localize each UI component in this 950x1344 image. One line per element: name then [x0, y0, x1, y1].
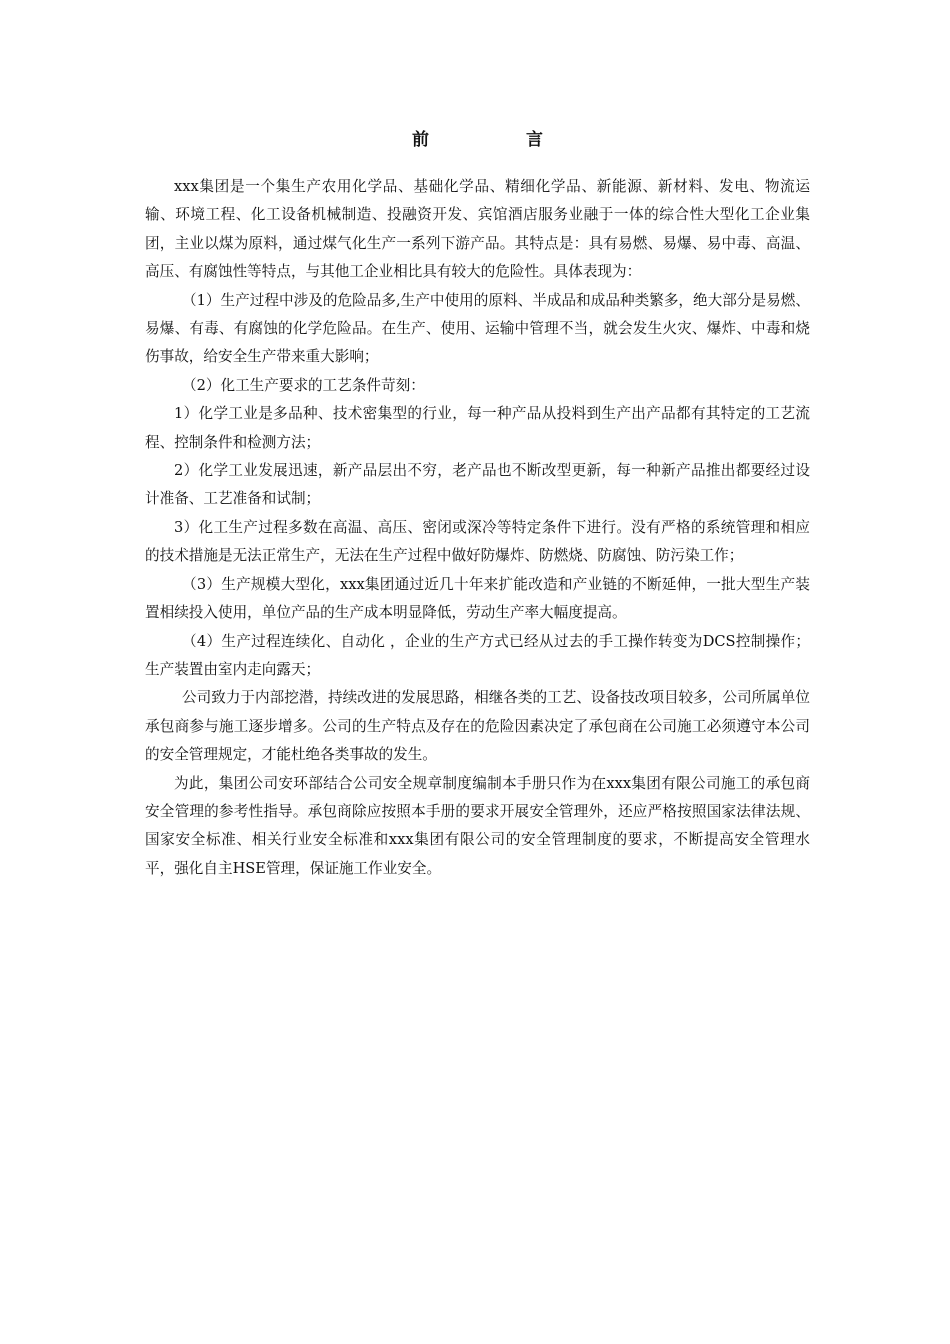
- sub-item-1-paragraph: 1）化学工业是多品种、技术密集型的行业，每一种产品从投料到生产出产品都有其特定的工艺流程、控制条件和检测方法；: [145, 405, 810, 451]
- page-title: 前 言: [412, 130, 583, 150]
- item-4-paragraph: （4）生产过程连续化、自动化 ，企业的生产方式已经从过去的手工操作转变为DCS控制操作；生产装置由室内走向露天；: [145, 632, 810, 678]
- sub-item-2-paragraph: 2）化学工业发展迅速，新产品层出不穷，老产品也不断改型更新，每一种新产品推出都要经过设计准备、工艺准备和试制；: [145, 462, 810, 508]
- intro-paragraph: xxx集团是一个集生产农用化学品、基础化学品、精细化学品、新能源、新材料、发电、物流运输、环境工程、化工设备机械制造、投融资开发、宾馆酒店服务业融于一体的综合性大型化工企业集团，主业以煤为原料，通过煤气化生产一系列下游产品。其特点是：具有易燃、易爆、易中毒、高温、高压、有腐蚀性等特点，与其他工企业相比具有较大的危险性。具体表现为：: [145, 178, 810, 281]
- item-1-paragraph: （1）生产过程中涉及的危险品多,生产中使用的原料、半成品和成品种类繁多，绝大部分是易燃、易爆、有毒、有腐蚀的化学危险品。在生产、使用、运输中管理不当，就会发生火灾、爆炸、中毒和烧伤事故，给安全生产带来重大影响；: [145, 291, 810, 366]
- item-2-paragraph: （2）化工生产要求的工艺条件苛刻：: [182, 376, 425, 394]
- company-paragraph: 公司致力于内部挖潜，持续改进的发展思路，相继各类的工艺、设备技改项目较多，公司所属单位承包商参与施工逐步增多。公司的生产特点及存在的危险因素决定了承包商在公司施工必须遵守本公司的安全管理规定，才能杜绝各类事故的发生。: [145, 689, 810, 764]
- sub-item-3-paragraph: 3）化工生产过程多数在高温、高压、密闭或深冷等特定条件下进行。没有严格的系统管理和相应的技术措施是无法正常生产，无法在生产过程中做好防爆炸、防燃烧、防腐蚀、防污染工作；: [145, 518, 810, 565]
- conclusion-paragraph: 为此，集团公司安环部结合公司安全规章制度编制本手册只作为在xxx集团有限公司施工的承包商安全管理的参考性指导。承包商除应按照本手册的要求开展安全管理外，还应严格按照国家法律法规、国家安全标准、相关行业安全标准和xxx集团有限公司的安全管理制度的要求，不断提高安全管理水平，强化自主HSE管理，保证施工作业安全。: [145, 774, 810, 877]
- document-body: [145, 173, 810, 883]
- item-3-paragraph: （3）生产规模大型化，xxx集团通过近几十年来扩能改造和产业链的不断延伸，一批大型生产装置相续投入使用，单位产品的生产成本明显降低，劳动生产率大幅度提高。: [145, 575, 810, 622]
